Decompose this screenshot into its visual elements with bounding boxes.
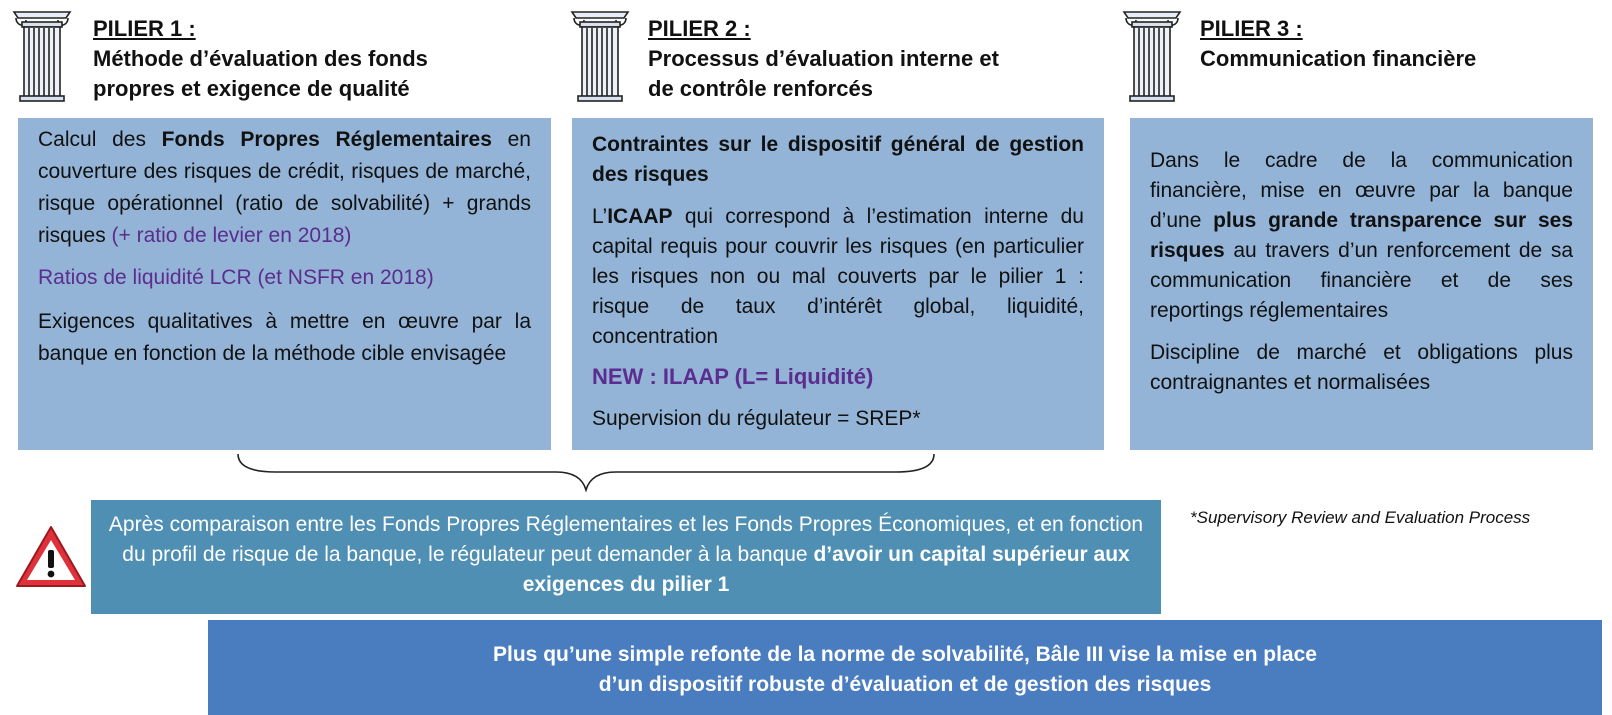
pillar-2-box [572, 118, 1104, 450]
text: L’ [592, 205, 608, 228]
pillar-2-header [648, 14, 999, 104]
pillar-1-title: PILIER 1 : [93, 16, 196, 41]
text: qui correspond à l’estimation interne du capital requis pour couvrir les risques (en particulier les risques non ou mal couverts par le pilier 1 : risque de taux d’intérêt global, liquidité, concentration [592, 205, 1084, 348]
curly-brace [236, 452, 936, 492]
pillar-3-box [1130, 118, 1593, 450]
pillar-2-subtitle-line1: Processus d’évaluation interne et [648, 46, 999, 71]
pillar-2-subtitle-line2: de contrôle renforcés [648, 76, 873, 101]
pillar-2-paragraph-1 [592, 202, 1084, 352]
pillar-2-new-ilaap: NEW : ILAAP (L= Liquidité) [592, 364, 874, 389]
text: Calcul des [38, 128, 162, 151]
pillar-1-paragraph-3: Exigences qualitatives à mettre en œuvre par la banque en fonction de la méthode cible envisagée [38, 310, 531, 365]
pillar-3-header [1200, 14, 1476, 74]
pillar-1-paragraph-1 [38, 124, 531, 252]
conclusion-line-1: Plus qu’une simple refonte de la norme de solvabilité, Bâle III vise la mise en place [493, 643, 1317, 666]
text: au travers d’un renforcement de sa communication financière et de ses reportings réglementaires [1150, 239, 1573, 322]
warning-text-bold: d’avoir un capital supérieur aux exigences du pilier 1 [522, 543, 1130, 596]
pillar-3-paragraph-2: Discipline de marché et obligations plus contraignantes et normalisées [1150, 341, 1573, 394]
conclusion-line-2: d’un dispositif robuste d’évaluation et de gestion des risques [598, 673, 1212, 696]
text-bold: Fonds Propres Réglementaires [161, 128, 492, 151]
pillar-1-paragraph-2: Ratios de liquidité LCR (et NSFR en 2018) [38, 266, 434, 289]
text-bold: ICAAP [607, 205, 673, 228]
warning-box [91, 500, 1161, 614]
column-icon [570, 6, 632, 102]
column-icon [1122, 6, 1184, 102]
conclusion-banner [208, 620, 1602, 715]
pillar-1-box [18, 118, 551, 450]
pillar-1-subtitle-line1: Méthode d’évaluation des fonds [93, 46, 428, 71]
text-purple: (+ ratio de levier en 2018) [111, 224, 352, 247]
pillar-3-title: PILIER 3 : [1200, 16, 1303, 41]
footnote: *Supervisory Review and Evaluation Process [1190, 508, 1531, 527]
pillar-2-paragraph-2: Supervision du régulateur = SREP* [592, 407, 921, 430]
warning-text: Après comparaison entre les Fonds Propres Réglementaires et les Fonds Propres Économiques, et en fonction du profil de risque de la banque, le régulateur peut demander à la banque [108, 513, 1144, 566]
pillar-2-heading: Contraintes sur le dispositif général de gestion des risques [592, 133, 1084, 186]
pillar-3-subtitle-line1: Communication financière [1200, 46, 1477, 71]
pillar-3-paragraph-1 [1150, 146, 1573, 326]
pillar-2-title: PILIER 2 : [648, 16, 751, 41]
column-icon [12, 6, 74, 102]
pillar-1-header [93, 14, 428, 104]
text: en couverture des risques de crédit, risques de marché, risque opérationnel (ratio de solvabilité) + grands risques [38, 128, 531, 247]
text: Dans le cadre de la communication financière, mise en œuvre par la banque d’une [1150, 149, 1573, 232]
pillar-1-subtitle-line2: propres et exigence de qualité [93, 76, 410, 101]
warning-icon [14, 524, 88, 590]
text-bold: plus grande transparence sur ses risques [1150, 209, 1574, 262]
